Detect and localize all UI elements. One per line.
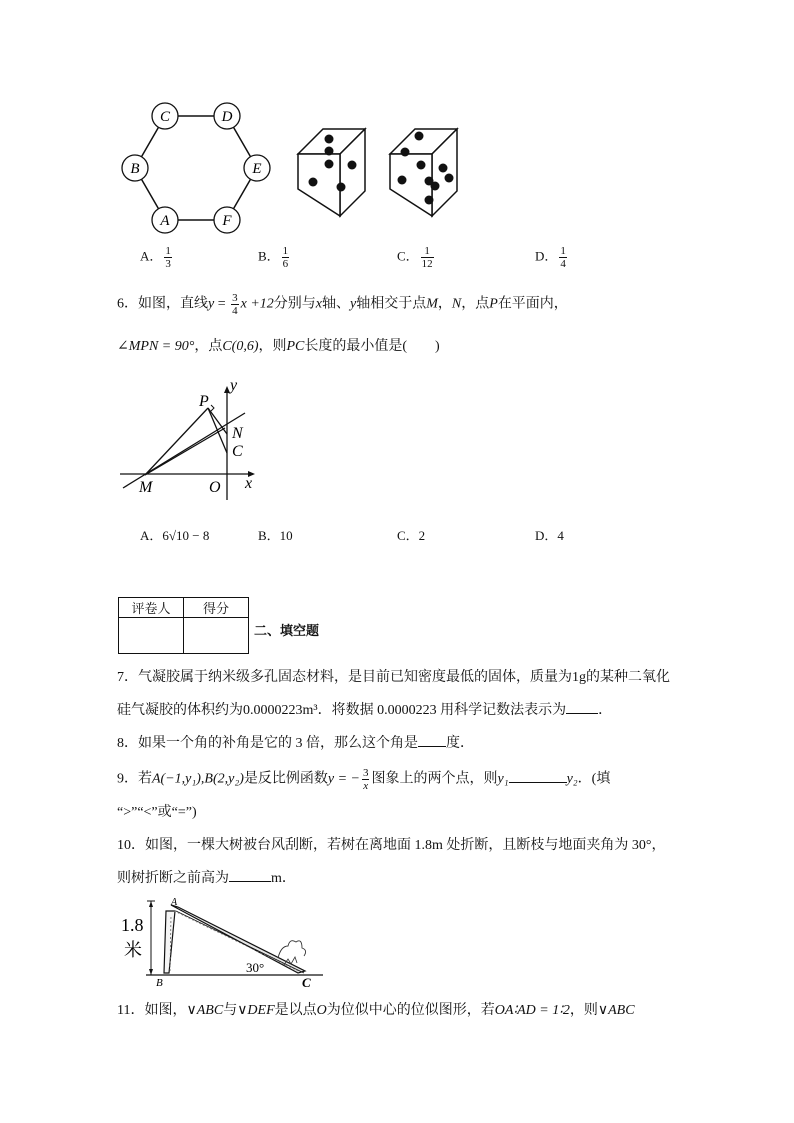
score-table — [118, 597, 249, 654]
q8-answer-blank[interactable] — [418, 732, 446, 747]
hexagon-figure — [115, 98, 275, 238]
q6-line-1: 6．如图，直线y = $\frac{3}{4}$ x +12分别与x轴、y轴相交于点M，N，点P在平面内， — [117, 292, 568, 317]
fig-label-o: O — [209, 479, 221, 496]
svg-text:B: B — [130, 161, 140, 177]
tree-label-b: B — [156, 977, 163, 989]
q10-tree-figure — [118, 893, 333, 993]
hex-node-e — [244, 155, 270, 181]
fig-label-x: x — [245, 475, 253, 492]
hex-node-c — [152, 103, 178, 129]
q5-option-c[interactable]: C． $\frac{1}{12}$ — [397, 245, 433, 270]
grader-cell[interactable] — [119, 618, 184, 654]
score-header-grader: 评卷人 — [119, 598, 184, 618]
q8-line: 8．如果一个角的补角是它的 3 倍，那么这个角是 度． — [117, 732, 474, 754]
q6-option-c[interactable]: C．2 — [397, 528, 426, 543]
svg-text:F: F — [222, 213, 232, 229]
hex-node-b — [122, 155, 148, 181]
q10-line-1: 10．如图，一棵大树被台风刮断，若树在离地面 1.8m 处折断，且断枝与地面夹角为 30°， — [117, 838, 666, 853]
q7-line-1: 7．气凝胶属于纳米级多孔固态材料，是目前已知密度最低的固体，质量为1g的某种二氧化 — [117, 670, 670, 685]
q6-line-2: ∠MPN = 90°，点C(0,6)，则PC长度的最小值是( ) — [117, 339, 440, 354]
die-left — [293, 124, 373, 219]
hex-node-f — [214, 207, 240, 233]
q6-coordinate-figure — [115, 378, 265, 500]
fig-label-y: y — [230, 378, 238, 394]
hex-node-d — [214, 103, 240, 129]
q6-option-a[interactable]: A．6√10 − 8 — [140, 528, 210, 543]
q6-option-d[interactable]: D．4 — [535, 528, 564, 543]
score-cell[interactable] — [184, 618, 249, 654]
fig-label-p: P — [199, 393, 209, 410]
height-label: 1.8 — [121, 915, 144, 935]
height-unit: 米 — [124, 940, 142, 960]
q9-answer-blank[interactable] — [509, 768, 567, 783]
q5-option-a[interactable]: A． $\frac{1}{3}$ — [140, 245, 171, 270]
svg-text:C: C — [159, 109, 171, 125]
fig-label-n: N — [232, 425, 243, 442]
q11-line: 11．如图，∨ABC与∨DEF是以点O为位似中心的位似图形，若OA∶AD = 1∶2，则∨ABC — [117, 1003, 635, 1018]
fig-label-c: C — [232, 443, 243, 460]
q10-answer-blank[interactable] — [229, 867, 271, 882]
q5-option-b[interactable]: B． $\frac{1}{6}$ — [258, 245, 289, 270]
score-header-score: 得分 — [184, 598, 249, 618]
svg-text:E: E — [252, 161, 262, 177]
svg-text:D: D — [221, 109, 233, 125]
hex-node-a — [152, 207, 178, 233]
fig-label-m: M — [139, 479, 153, 496]
section-title: 二、填空题 — [254, 623, 320, 638]
q7-answer-blank[interactable] — [566, 699, 598, 714]
q7-line-2: 硅气凝胶的体积约为0.0000223m³．将数据 0.0000223 用科学记数法表示为 ． — [117, 699, 612, 721]
tree-label-c: C — [302, 975, 311, 990]
tree-label-a: A — [171, 897, 178, 908]
q10-line-2: 则树折断之前高为 m． — [117, 867, 296, 889]
q6-option-b[interactable]: B．10 — [258, 528, 293, 543]
svg-text:A: A — [160, 213, 170, 229]
angle-label: 30° — [246, 960, 265, 975]
q5-option-d[interactable]: D． $\frac{1}{4}$ — [535, 245, 566, 270]
q9-line-2: “>”“<”或“=”) — [117, 805, 197, 820]
q9-line-1: 9．若A(−1,y₁),B(2,y₂)是反比例函数y = − $\frac{3}{x}$ 图象上的两个点，则y₁ y₂．(填 — [117, 767, 611, 792]
die-right — [385, 124, 465, 219]
